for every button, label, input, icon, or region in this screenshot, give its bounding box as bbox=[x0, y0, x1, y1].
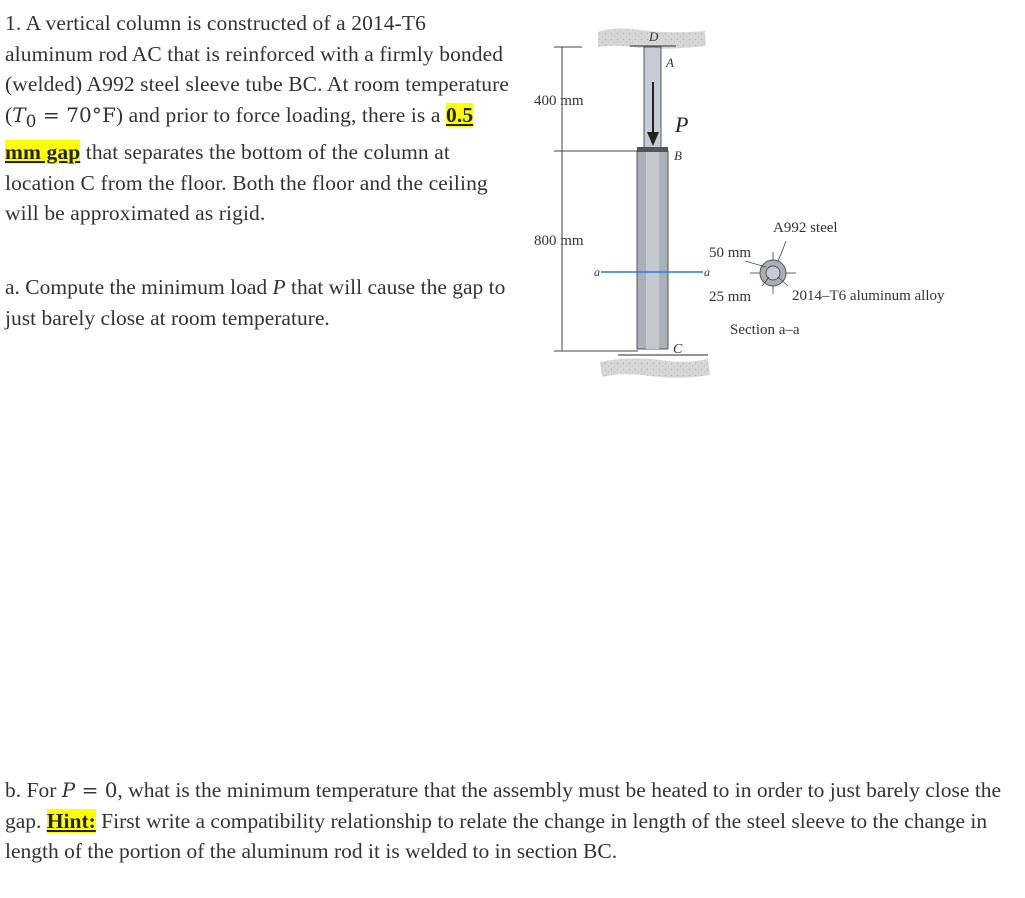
rod-inside-sleeve bbox=[646, 151, 659, 349]
temperature-math bbox=[12, 102, 116, 131]
part-a-prefix: a. Compute the minimum load bbox=[5, 275, 273, 299]
part-b-math bbox=[62, 778, 118, 802]
label-a-left: a bbox=[594, 265, 600, 279]
dimension-800mm: 800 mm bbox=[534, 233, 584, 249]
part-b-mid: , what is the minimum temperature that the assembly must be heated to in order to just barely close the gap. bbox=[5, 778, 1002, 833]
label-d: D bbox=[649, 29, 659, 44]
cross-section-view bbox=[745, 241, 796, 294]
t0-equation: = 70°F bbox=[36, 102, 116, 127]
column-diagram bbox=[520, 20, 1000, 390]
dimension-400mm: 400 mm bbox=[534, 93, 584, 109]
gap-highlight: 0.5 mm gap bbox=[5, 102, 474, 164]
alloy-label: 2014–T6 aluminum alloy bbox=[792, 288, 945, 304]
column-figure bbox=[520, 20, 1000, 390]
label-a: A bbox=[666, 55, 674, 70]
problem-statement bbox=[5, 8, 513, 229]
part-b-var-p: P bbox=[61, 778, 76, 802]
part-a-suffix: that will cause the gap to just barely close at room temperature. bbox=[5, 275, 506, 330]
dimension-25mm: 25 mm bbox=[709, 289, 752, 305]
label-p: P bbox=[675, 112, 689, 137]
part-b-prefix: b. For bbox=[5, 778, 62, 802]
intro-text-2: ) and prior to force loading, there is a bbox=[115, 102, 446, 127]
section-label: Section a–a bbox=[730, 322, 800, 338]
intro-text-1: 1. A vertical column is constructed of a 2014-T6 aluminum rod AC that is reinforced with a firmly bonded (welded) A992 steel sleeve tube BC. At room temperature ( bbox=[5, 11, 510, 127]
label-c: C bbox=[673, 342, 683, 357]
part-b-rest: First write a compatibility relationship to relate the change in length of the steel sleeve to the change in length of the portion of the aluminum rod it is welded to in section BC. bbox=[5, 808, 988, 863]
part-b-question bbox=[5, 775, 1020, 867]
label-a-right: a bbox=[704, 265, 710, 279]
part-a-question bbox=[5, 272, 513, 333]
part-b-eq: = 0 bbox=[75, 778, 118, 802]
t0-symbol: T bbox=[12, 102, 26, 127]
t0-subscript: 0 bbox=[25, 111, 37, 131]
floor-support bbox=[600, 358, 710, 377]
leader-50mm bbox=[745, 261, 766, 267]
hint-highlight: Hint: bbox=[46, 808, 96, 833]
part-a-var-p: P bbox=[272, 275, 286, 299]
steel-label: A992 steel bbox=[773, 220, 838, 236]
sleeve-top-cap bbox=[637, 147, 668, 152]
leader-steel bbox=[778, 241, 786, 261]
label-b: B bbox=[674, 148, 682, 163]
dimension-50mm: 50 mm bbox=[709, 245, 752, 261]
intro-text-3: that separates the bottom of the column at location C from the floor. Both the floor and the ceiling will be approximated as rigid. bbox=[5, 140, 488, 225]
